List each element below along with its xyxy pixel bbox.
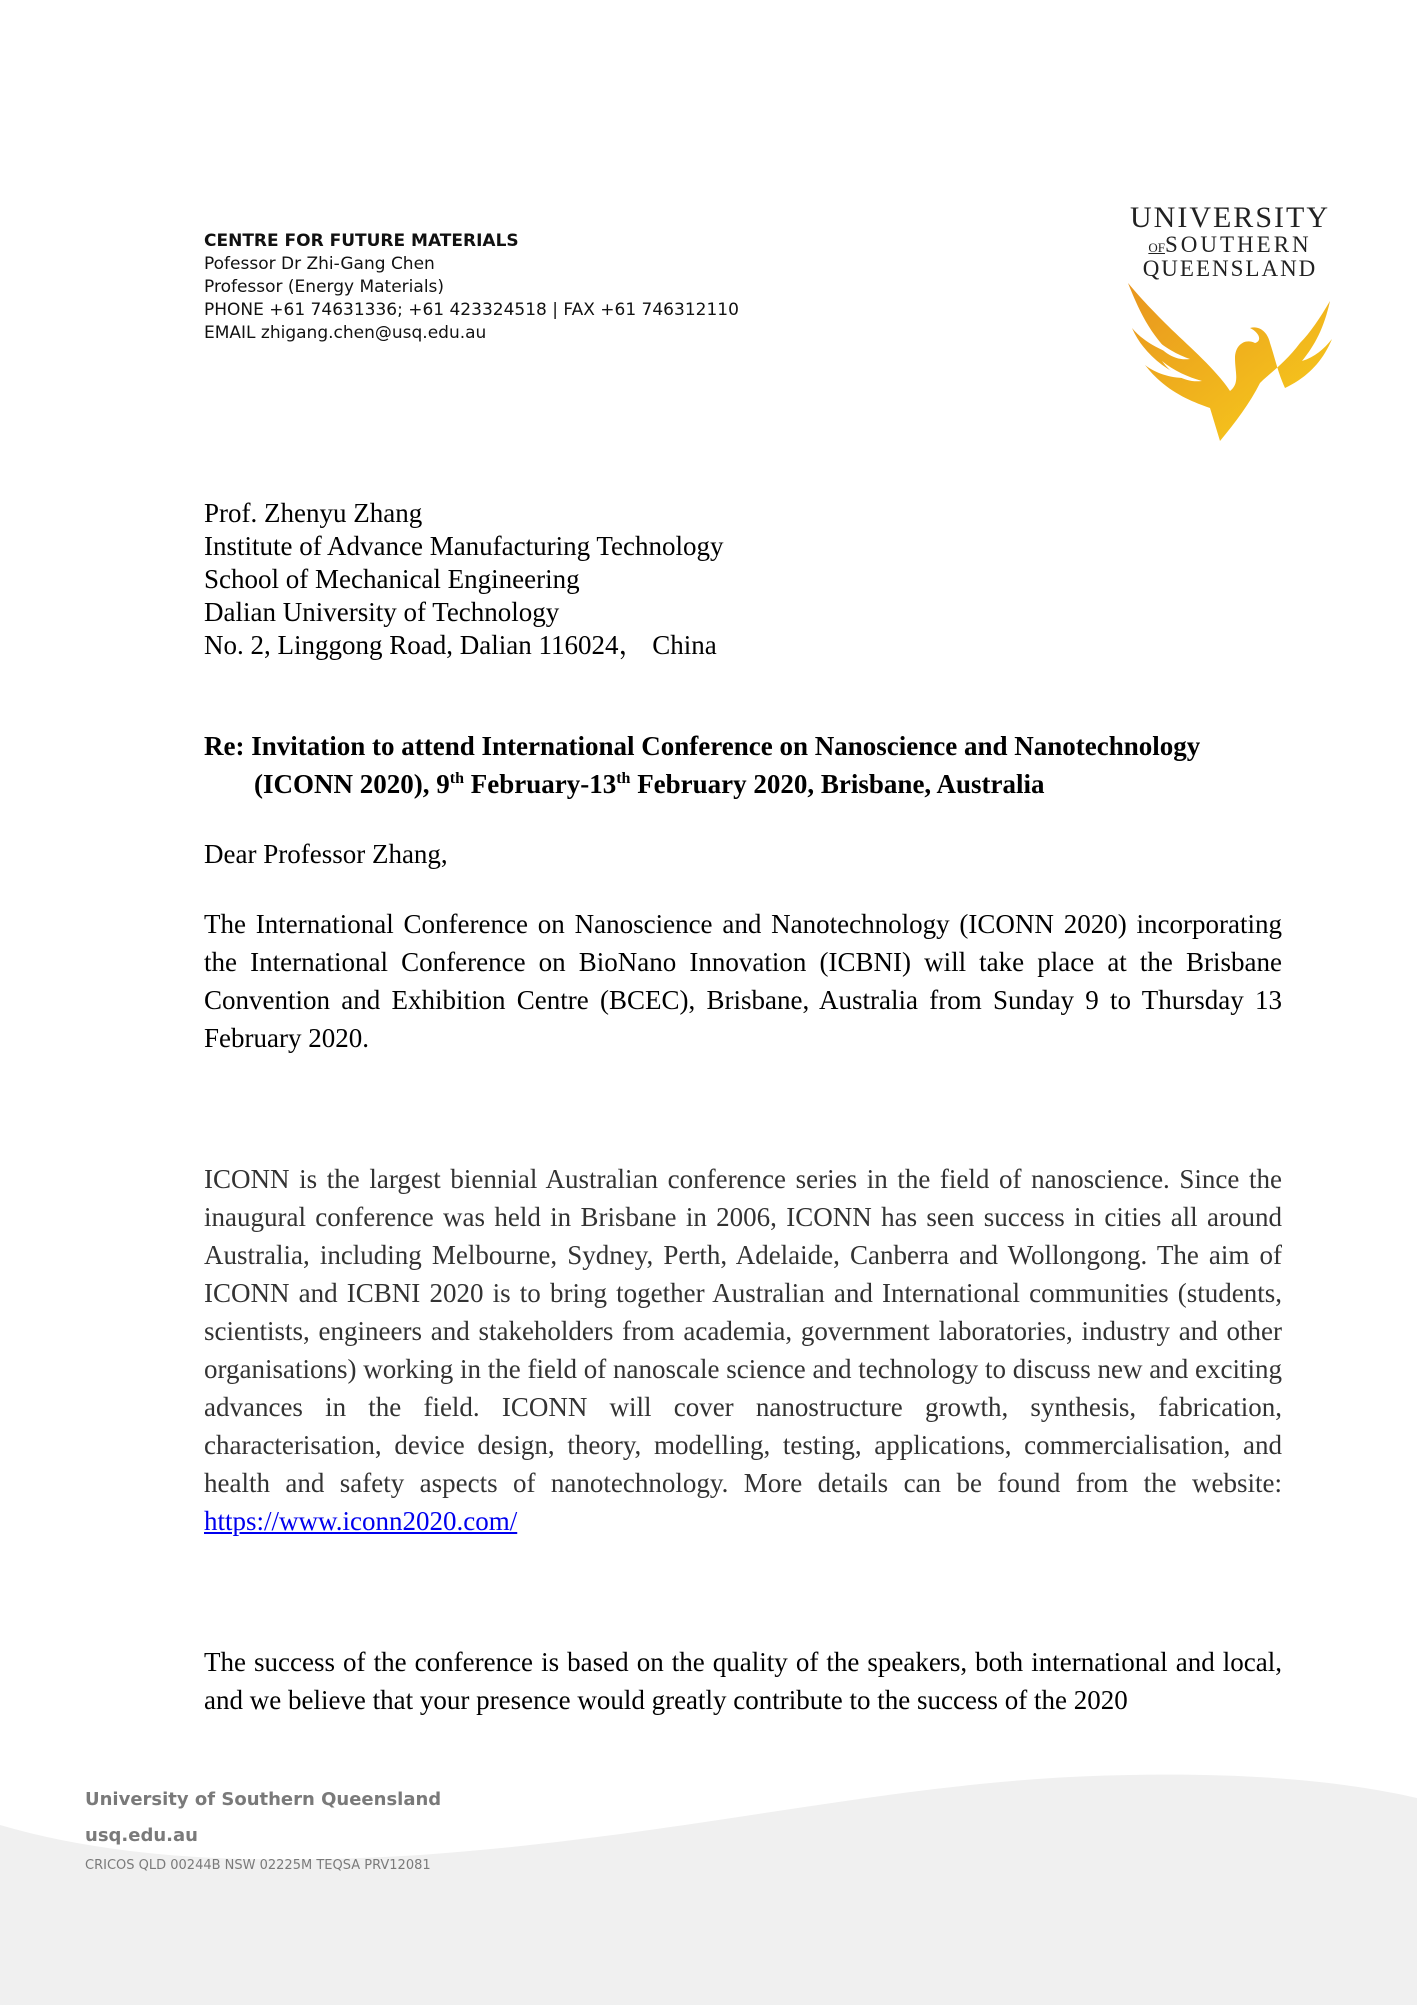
letterhead-contact: [204, 230, 739, 345]
paragraph-iconn-description: ICONN is the largest biennial Australian conference series in the field of nanoscience. Since the inaugural conference was held in Brisbane in 2006, ICONN has seen success in cities all around Australia, including Melbourne, Sydney, Perth, Adelaide, Canberra and Wollongong. The aim of ICONN and ICBNI 2020 is to bring together Australian and International communities (students, scientists, engineers and stakeholders from academia, government laboratories, industry and other organisations) working in the field of nanoscale science and technology to discuss new and exciting advances in the field. ICONN will cover nanostructure growth, synthesis, fabrication, characterisation, device design, theory, modelling, testing, applications, commercialisation, and health and safety aspects of nanotechnology. More details can be found from the website: https://www.iconn2020.com/: [204, 1164, 1282, 1536]
footer: [85, 1782, 441, 1878]
logo-line-queensland: QUEENSLAND: [1142, 256, 1318, 281]
sender-phone: PHONE +61 74631336; +61 423324518 | FAX +61 746312110: [204, 300, 739, 320]
centre-name: CENTRE FOR FUTURE MATERIALS: [204, 231, 519, 251]
sender-title: Professor (Energy Materials): [204, 277, 445, 297]
logo-of: OF: [1148, 240, 1165, 255]
recipient-line: School of Mechanical Engineering: [204, 564, 580, 594]
paragraph-conference-intro: The International Conference on Nanoscience and Nanotechnology (ICONN 2020) incorporating the International Conference on BioNano Innovation (ICBNI) will take place at the Brisbane Convention and Exhibition Centre (BCEC), Brisbane, Australia from Sunday 9 to Thursday 13 February 2020.: [204, 909, 1282, 1053]
website-link[interactable]: https://www.iconn2020.com/: [204, 1506, 518, 1536]
sender-name: Pofessor Dr Zhi-Gang Chen: [204, 254, 435, 274]
recipient-line: No. 2, Linggong Road, Dalian 116024， China: [204, 630, 717, 660]
footer-website: usq.edu.au: [85, 1825, 198, 1846]
logo-line-southern: OFSOUTHERN: [1148, 232, 1312, 257]
subject-line: Re: Invitation to attend International Conference on Nanoscience and Nanotechnology (ICONN 2020), 9th February-13th February 2020, Brisbane, Australia: [204, 731, 1201, 799]
recipient-line: Prof. Zhenyu Zhang: [204, 498, 423, 528]
recipient-line: Institute of Advance Manufacturing Technology: [204, 531, 724, 561]
recipient-line: Dalian University of Technology: [204, 597, 560, 627]
footer-cricos: CRICOS QLD 00244B NSW 02225M TEQSA PRV12081: [85, 1858, 431, 1873]
salutation: Dear Professor Zhang,: [204, 839, 448, 869]
recipient-address: [204, 497, 723, 662]
paragraph-invitation: The success of the conference is based on the quality of the speakers, both international and local, and we believe that your presence would greatly contribute to the success of the 2020: [204, 1647, 1282, 1715]
usq-logo: [1110, 203, 1350, 443]
sender-email: EMAIL zhigang.chen@usq.edu.au: [204, 323, 487, 343]
phoenix-icon: [1110, 273, 1350, 443]
footer-university: University of Southern Queensland: [85, 1789, 442, 1810]
logo-line-university: UNIVERSITY: [1130, 201, 1330, 234]
